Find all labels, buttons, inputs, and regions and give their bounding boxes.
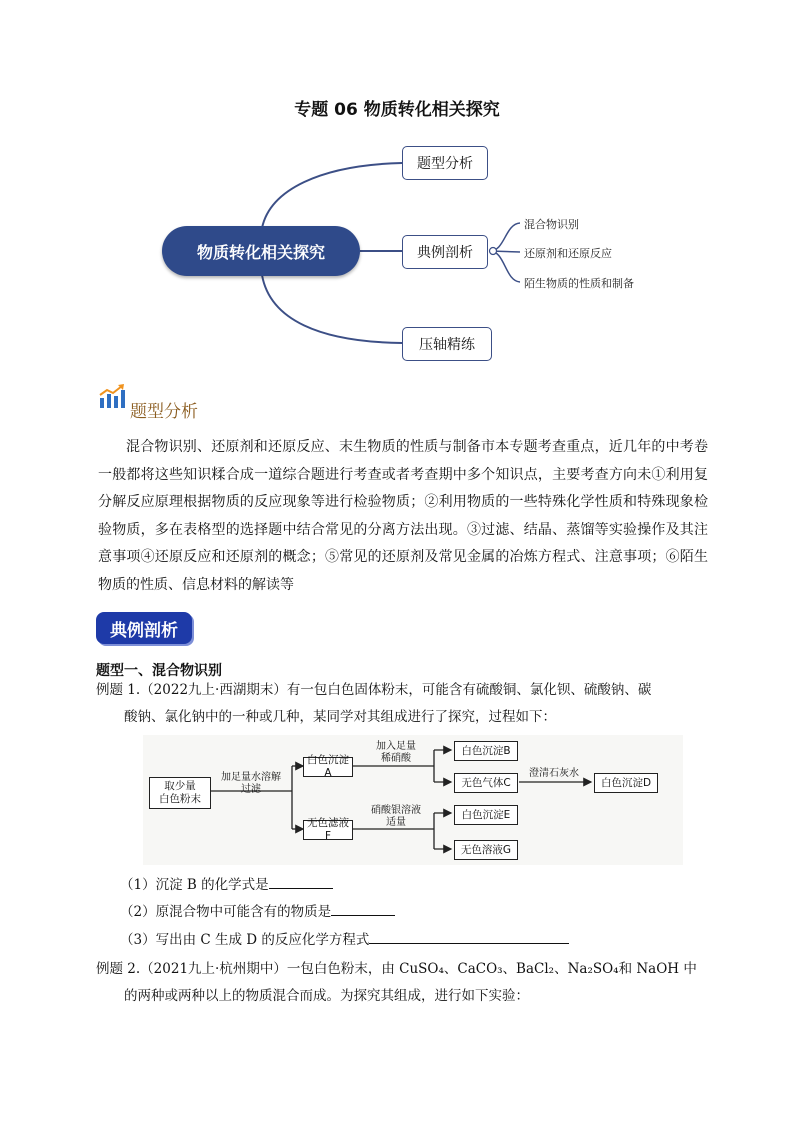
flow-gas-c: 无色气体C <box>454 773 518 793</box>
flow-start-line2: 白色粉末 <box>159 793 201 805</box>
flow-precip-b: 白色沉淀B <box>454 741 518 761</box>
flow-precip-d: 白色沉淀D <box>594 773 658 793</box>
answer-blank-1[interactable] <box>269 874 333 889</box>
mindmap-node-analysis: 题型分析 <box>402 146 488 180</box>
flow-acid-label <box>365 741 427 765</box>
section-heading-analysis: 题型分析 <box>130 402 198 422</box>
chart-growth-icon <box>98 384 126 410</box>
flow-step1-label <box>213 772 289 796</box>
flow-precip-e: 白色沉淀E <box>454 805 518 825</box>
flow-step1-line2: 过滤 <box>241 784 261 795</box>
flow-acid-line2: 稀硝酸 <box>381 753 411 764</box>
flow-step1-line1: 加足量水溶解 <box>221 772 281 783</box>
flow-limewater-label: 澄清石灰水 <box>529 768 579 779</box>
flow-start-box <box>149 777 211 809</box>
flow-silver-label <box>363 805 429 829</box>
section-banner-examples: 典例剖析 <box>96 612 192 644</box>
question-2 <box>120 899 395 926</box>
mindmap-center: 物质转化相关探究 <box>162 226 360 276</box>
flow-silver-line1: 硝酸银溶液 <box>371 805 421 816</box>
mindmap-leaf-reduction: 还原剂和还原反应 <box>524 247 612 260</box>
mindmap-node-practice: 压轴精练 <box>402 327 492 361</box>
analysis-paragraph: 混合物识别、还原剂和还原反应、末生物质的性质与制备市本专题考查重点，近几年的中考卷一般都将这些知识糅合成一道综合题进行考查或者考查期中多个知识点，主要考查方向未①利用复分解反应原理根据物质的反应现象等进行检验物质；②利用物质的一些特殊化学性质和特殊现象检验物质，多在表格型的选择题中结合常见的分离方法出现。③过滤、结晶、蒸馏等实验操作及其注意事项④还原反应和还原剂的概念；⑤常见的还原剂及常见金属的冶炼方程式、注意事项；⑥陌生物质的性质、信息材料的解读等 <box>98 439 708 593</box>
question-1 <box>120 872 333 899</box>
mindmap-leaf-mixture: 混合物识别 <box>524 218 579 231</box>
subheading-mixture: 题型一、混合物识别 <box>96 663 222 679</box>
mindmap-leaf-unfamiliar: 陌生物质的性质和制备 <box>524 277 634 290</box>
flow-acid-line1: 加入足量 <box>376 741 416 752</box>
example2-line2: 的两种或两种以上的物质混合而成。为探究其组成，进行如下实验： <box>124 988 529 1004</box>
answer-blank-3[interactable] <box>369 929 569 944</box>
page-title: 专题 06 物质转化相关探究 <box>294 100 500 120</box>
question-3 <box>120 927 569 954</box>
example1-line1: 例题 1.（2022九上·西湖期末）有一包白色固体粉末，可能含有硫酸铜、氯化钡、硫酸钠、碳 <box>96 682 652 698</box>
question-1-text: （1）沉淀 B 的化学式是 <box>120 877 269 893</box>
flow-silver-line2: 适量 <box>386 817 406 828</box>
mindmap-connectors <box>0 0 794 380</box>
question-3-text: （3）写出由 C 生成 D 的反应化学方程式 <box>120 932 370 948</box>
example1-line2: 酸钠、氯化钠中的一种或几种，某同学对其组成进行了探究，过程如下： <box>124 709 556 725</box>
example2-line1: 例题 2.（2021九上·杭州期中）一包白色粉末，由 CuSO₄、CaCO₃、BaCl₂、Na₂SO₄和 NaOH 中 <box>96 961 697 977</box>
question-2-text: （2）原混合物中可能含有的物质是 <box>120 904 332 920</box>
flowchart <box>143 735 683 865</box>
flow-precip-a: 白色沉淀 A <box>303 757 353 777</box>
mindmap-node-examples: 典例剖析 <box>402 235 488 269</box>
flow-solution-g: 无色溶液G <box>454 840 518 860</box>
flow-start-line1: 取少量 <box>164 780 196 792</box>
answer-blank-2[interactable] <box>331 901 395 916</box>
flow-filtrate-f: 无色滤液 F <box>303 820 353 840</box>
